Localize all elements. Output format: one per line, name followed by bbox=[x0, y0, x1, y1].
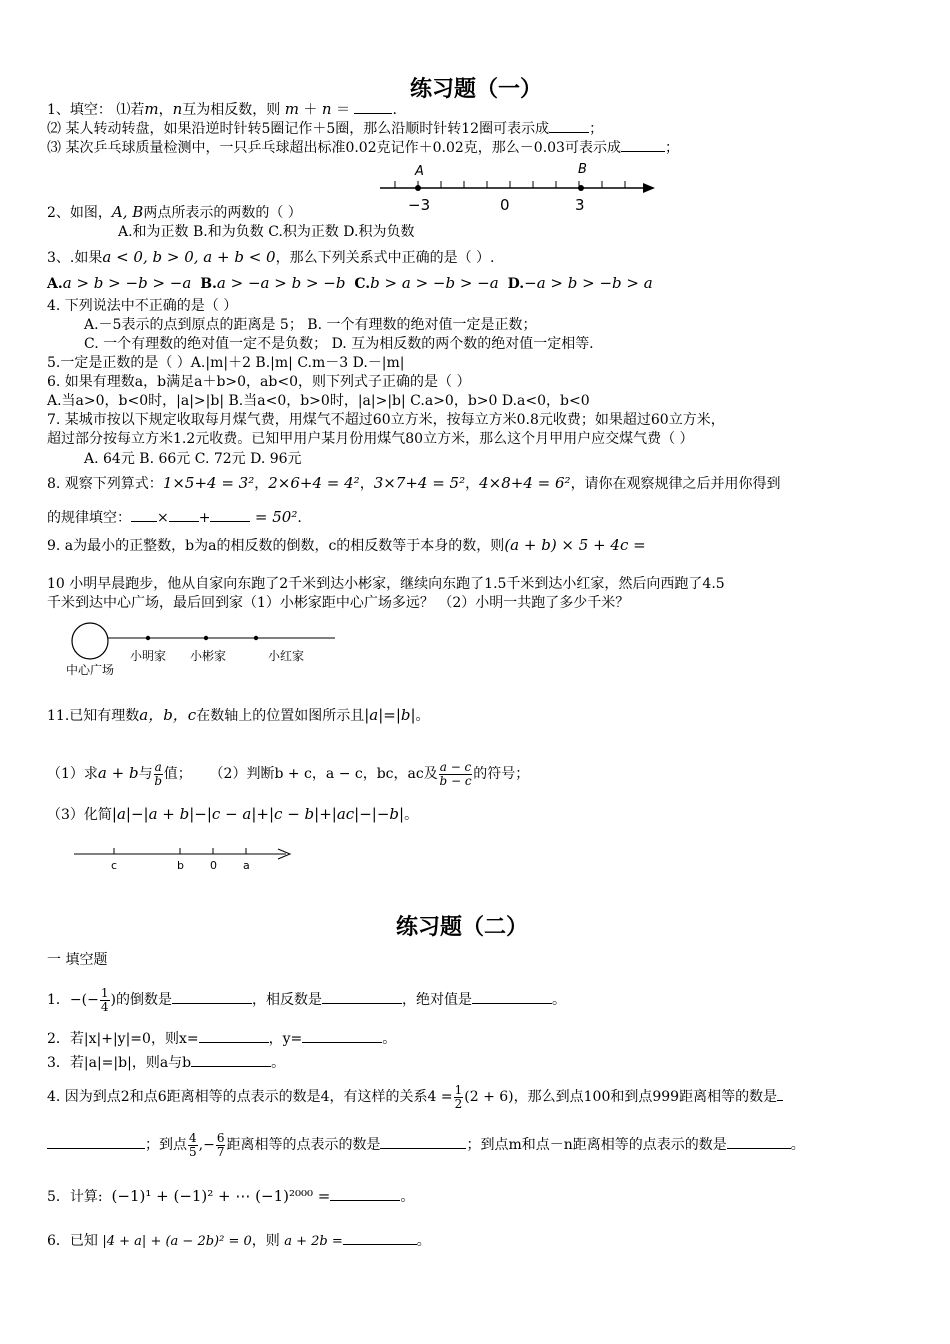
ex2-q1-expr-post: )的倒数是 bbox=[110, 992, 172, 1008]
q8-times: × bbox=[157, 510, 169, 526]
q1-sep: ， bbox=[158, 102, 173, 118]
ex2-q2-blank-y[interactable] bbox=[302, 1028, 382, 1043]
ex2-q4-line2-mid: 距离相等的点表示的数是 bbox=[226, 1137, 381, 1153]
ex2-q1-fraction bbox=[100, 987, 110, 1014]
ex2-q4-blank-1[interactable] bbox=[47, 1134, 145, 1149]
ex2-q4-expr-post: (2 + 6) bbox=[464, 1089, 514, 1105]
q1-answer-blank-1[interactable] bbox=[354, 99, 392, 114]
ex2-q5-expression: (−1)¹ + (−1)² + ⋯ (−1)²⁰⁰⁰ = bbox=[111, 1187, 331, 1205]
q4-options-line1: A.－5表示的点到原点的距离是 5； B. 一个有理数的绝对值一定是正数； bbox=[84, 317, 537, 333]
exercise2-title: 练习题（二） bbox=[396, 914, 529, 940]
ex2-q1-mid2: ，绝对值是 bbox=[401, 992, 472, 1008]
q8-line2-prefix: 的规律填空： bbox=[47, 510, 131, 526]
q8-line2 bbox=[47, 507, 302, 527]
ex2-q2-prefix: 2．若|x|+|y|=0，则x= bbox=[47, 1031, 199, 1047]
ex2-q5-line bbox=[47, 1186, 414, 1206]
var-n: n bbox=[172, 100, 183, 118]
ex2-q4-fraction bbox=[454, 1084, 464, 1111]
ex2-q6-blank[interactable] bbox=[343, 1230, 417, 1245]
q11-p3-label: （3）化简 bbox=[47, 807, 112, 823]
q11-p2-fraction bbox=[439, 761, 473, 788]
q3-opt-a-label: A. bbox=[47, 276, 63, 292]
q6-question: 6. 如果有理数a，b满足a＋b>0，ab<0，则下列式子正确的是（ ） bbox=[47, 374, 471, 390]
ex2-q4-prefix: 4. 因为到点2和点6距离相等的点表示的数是4，有这样的关系 bbox=[47, 1089, 428, 1105]
q4-options-line2: C. 一个有理数的绝对值一定不是负数； D. 互为相反数的两个数的绝对值一定相等. bbox=[84, 336, 594, 352]
q8-comma-3: ， bbox=[465, 476, 480, 492]
ex2-q6-prefix: 6．已知 bbox=[47, 1233, 98, 1249]
section-fill-blanks: 一 填空题 bbox=[47, 952, 108, 968]
ex2-q5-blank[interactable] bbox=[330, 1186, 400, 1201]
ex2-q4-expr-pre: 4 = bbox=[427, 1089, 453, 1105]
q8-blank-1[interactable] bbox=[131, 507, 157, 522]
point-b bbox=[578, 185, 584, 191]
ex2-q4-frac-num: 1 bbox=[454, 1082, 463, 1097]
ex2-q4-fraction-2 bbox=[188, 1132, 198, 1159]
ex2-q1-blank-1[interactable] bbox=[172, 989, 252, 1004]
ex2-q6-condition: |4 + a| + (a − 2b)² = 0 bbox=[102, 1234, 252, 1249]
point-a bbox=[415, 185, 421, 191]
q11-p3-end: 。 bbox=[404, 807, 419, 823]
ex2-q1-blank-3[interactable] bbox=[472, 989, 552, 1004]
q11-parts-1-2 bbox=[47, 758, 529, 789]
q11-p2-end: 的符号； bbox=[473, 766, 530, 782]
tick-label-3: 3 bbox=[575, 196, 585, 214]
q2-text: 两点所表示的两数的（ ） bbox=[143, 205, 302, 221]
q3-options bbox=[47, 274, 653, 293]
ex2-q3-line bbox=[47, 1052, 285, 1072]
ex2-q4-line1 bbox=[47, 1082, 783, 1112]
ex2-q1-frac-num: 1 bbox=[100, 985, 109, 1000]
axis-label-c: c bbox=[111, 859, 118, 872]
ex2-q4-sep: ,− bbox=[198, 1137, 215, 1153]
ex2-q2-mid: ，y= bbox=[268, 1031, 303, 1047]
q11-p1-frac-den: b bbox=[154, 773, 162, 788]
axis-label-0: 0 bbox=[210, 859, 217, 872]
q8-comma-1: ， bbox=[254, 476, 269, 492]
q8-expr-2: 2×6+4 = 4² bbox=[268, 474, 360, 492]
q8-plus: + bbox=[198, 510, 211, 526]
q3-opt-d: −a > b > −b > a bbox=[524, 274, 653, 292]
q7-line2: 超过部分按每立方米1.2元收费。已知甲用户某月份用煤气80立方米，那么这个月甲用户应交煤气费（ ） bbox=[47, 431, 694, 447]
ex2-q2-end: 。 bbox=[382, 1031, 397, 1047]
hong-home-point bbox=[254, 636, 258, 640]
q1-semicolon-2: ； bbox=[589, 121, 604, 137]
q1-plus: ＋ bbox=[303, 102, 318, 118]
ex2-q4-line2-pre: ；到点 bbox=[145, 1137, 187, 1153]
q11-end: 。 bbox=[415, 708, 430, 724]
center-square-circle bbox=[72, 623, 108, 659]
q1-answer-blank-2[interactable] bbox=[549, 118, 589, 133]
q8-expr-3: 3×7+4 = 5² bbox=[373, 474, 466, 492]
ex2-q4-frac2-num: 4 bbox=[189, 1130, 197, 1145]
ex2-q1-blank-2[interactable] bbox=[322, 989, 402, 1004]
ex2-q4-line2-mid2: ；到点m和点－n距离相等的点表示的数是 bbox=[466, 1137, 727, 1153]
ex2-q6-line bbox=[47, 1230, 431, 1251]
q2-options: A.和为正数 B.和为负数 C.积为正数 D.积为负数 bbox=[118, 224, 415, 240]
ex2-q1-line bbox=[47, 985, 566, 1015]
axis-label-a: a bbox=[243, 859, 250, 872]
q9-text: 9. a为最小的正整数，b为a的相反数的倒数，c的相反数等于本身的数，则 bbox=[47, 538, 505, 554]
ex2-q2-blank-x[interactable] bbox=[199, 1028, 269, 1043]
q1-mid: 互为相反数，则 bbox=[182, 102, 281, 118]
label-hong-home: 小红家 bbox=[268, 649, 305, 663]
q4-question: 4. 下列说法中不正确的是（ ） bbox=[47, 298, 238, 314]
q11-p1-fraction bbox=[154, 761, 163, 788]
q11-abc: a，b，c bbox=[139, 706, 197, 724]
ex2-q3-end: 。 bbox=[271, 1055, 286, 1071]
ex2-q5-end: 。 bbox=[400, 1189, 415, 1205]
q3-opt-c: b > a > −b > −a bbox=[370, 274, 499, 292]
ming-home-point bbox=[146, 636, 150, 640]
q10-route-diagram bbox=[60, 622, 350, 684]
q8-prefix: 8. 观察下列算式： bbox=[47, 476, 163, 492]
q11-p1-with: 与 bbox=[138, 766, 153, 782]
ex2-q4-fraction-3 bbox=[216, 1132, 226, 1159]
q11-p1-val: 值； bbox=[163, 766, 192, 782]
q3-opt-d-label: D. bbox=[507, 276, 525, 292]
q1-line2 bbox=[47, 118, 603, 138]
q11-prefix: 11.已知有理数 bbox=[47, 708, 140, 724]
q11-post: 在数轴上的位置如图所示且 bbox=[196, 708, 365, 724]
ex2-q5-prefix: 5．计算: bbox=[47, 1189, 103, 1205]
tick-label-0: 0 bbox=[500, 196, 510, 214]
q11-p1-label: （1）求 bbox=[47, 766, 98, 782]
q3-condition: a < 0, b > 0, a + b < 0 bbox=[102, 248, 276, 266]
q3-opt-a: a > b > −b > −a bbox=[62, 274, 192, 292]
ex2-q1-end: 。 bbox=[551, 992, 566, 1008]
q8-post: ，请你在观察规律之后并用你得到 bbox=[570, 476, 781, 492]
tick-label-neg3: −3 bbox=[408, 196, 431, 214]
ex2-q4-blank-1-start[interactable] bbox=[777, 1086, 783, 1101]
q1-line1: 1、填空： ⑴若m，n互为相反数，则 m ＋ n ＝ . bbox=[47, 100, 397, 118]
q11-p2-frac-num: a − c bbox=[439, 759, 472, 774]
ex2-q4-frac3-den: 7 bbox=[216, 1144, 225, 1159]
axis-label-b: b bbox=[177, 859, 184, 872]
q1-prefix: 1、填空： bbox=[47, 102, 112, 118]
q10-line2: 千米到达中心广场，最后回到家（1）小彬家距中心广场多远？ （2）小明一共跑了多少千米？ bbox=[47, 595, 630, 611]
ex2-q3-prefix: 3．若|a|=|b|，则a与b bbox=[47, 1055, 192, 1071]
q8-blank-2[interactable] bbox=[169, 507, 199, 522]
q3-opt-c-label: C. bbox=[354, 276, 371, 292]
q9-line bbox=[47, 536, 646, 555]
q7-line1: 7. 某城市按以下规定收取每月煤气费，用煤气不超过60立方米，按每立方米0.8元收费；如果超过60立方米， bbox=[47, 412, 725, 428]
q1-part3: ⑶ 某次乒乓球质量检测中，一只乒乓球超出标准0.02克记作＋0.02克，那么－0.03可表示成 bbox=[47, 140, 621, 156]
ex2-q4-blank-2[interactable] bbox=[380, 1134, 466, 1149]
q8-expr-4: 4×8+4 = 6² bbox=[479, 474, 571, 492]
q8-comma-2: ， bbox=[359, 476, 374, 492]
ex2-q4-blank-3[interactable] bbox=[727, 1134, 791, 1149]
q3-line bbox=[47, 248, 494, 267]
q8-expr-1: 1×5+4 = 3² bbox=[162, 474, 255, 492]
var-m2: m bbox=[284, 100, 299, 118]
q1-part1: ⑴若 bbox=[116, 102, 145, 118]
q7-options: A. 64元 B. 66元 C. 72元 D. 96元 bbox=[84, 451, 302, 467]
q1-eq: ＝ bbox=[336, 102, 350, 118]
q8-line1 bbox=[47, 474, 781, 493]
ex2-q6-end: 。 bbox=[416, 1233, 431, 1249]
label-ming-home: 小明家 bbox=[130, 649, 167, 663]
q1-semicolon-3: ； bbox=[664, 140, 679, 156]
q3-post: ，那么下列关系式中正确的是（ ）. bbox=[275, 250, 495, 266]
ex2-q2-line bbox=[47, 1028, 396, 1048]
label-a: A bbox=[415, 164, 424, 179]
ex2-q4-frac2-den: 5 bbox=[189, 1144, 197, 1159]
bin-home-point bbox=[204, 636, 208, 640]
var-n2: n bbox=[321, 100, 332, 118]
exercise1-title: 练习题（一） bbox=[410, 76, 543, 102]
q8-period: . bbox=[297, 510, 302, 526]
q10-line1: 10 小明早晨跑步，他从自家向东跑了2千米到达小彬家，继续向东跑了1.5千米到达小红家，然后向西跑了4.5 bbox=[47, 576, 725, 592]
ex2-q4-frac3-num: 6 bbox=[216, 1130, 225, 1145]
q2-ab: A, B bbox=[111, 203, 144, 221]
ex2-q6-expression: a + 2b = bbox=[284, 1234, 343, 1249]
q2-number-line bbox=[375, 158, 660, 218]
q11-abs-condition: |a|=|b| bbox=[364, 706, 416, 724]
q11-p1-frac-num: a bbox=[154, 759, 162, 774]
q11-p2-label: （2） bbox=[209, 766, 247, 782]
q11-p3-expr: |a|−|a + b|−|c − a|+|c − b|+|ac|−|−b| bbox=[111, 805, 405, 823]
q9-expression: (a + b) × 5 + 4c = bbox=[504, 536, 646, 554]
q2-line bbox=[47, 203, 302, 222]
ex2-q1-prefix: 1． bbox=[47, 992, 70, 1008]
q3-opt-b-label: B. bbox=[200, 276, 217, 292]
q5-line: 5.一定是正数的是（ ）A.|m|＋2 B.|m| C.m－3 D.－|m| bbox=[47, 355, 405, 371]
q8-result: = 50² bbox=[254, 508, 298, 526]
q11-part-3 bbox=[47, 805, 418, 824]
q8-blank-3[interactable] bbox=[210, 507, 250, 522]
ex2-q4-end: 。 bbox=[790, 1137, 805, 1153]
q6-options: A.当a>0，b<0时，|a|>|b| B.当a<0，b>0时，|a|>|b| C.a>0，b>0 D.a<0，b<0 bbox=[47, 393, 590, 409]
q1-line3 bbox=[47, 137, 679, 157]
q2-prefix: 2、如图， bbox=[47, 205, 112, 221]
q11-p2-text: 判断b + c，a − c，bc，ac及 bbox=[246, 766, 438, 782]
q3-prefix: 3、.如果 bbox=[47, 250, 103, 266]
q3-opt-b: a > −a > b > −b bbox=[216, 274, 346, 292]
q1-part2: ⑵ 某人转动转盘，如果沿逆时针转5圈记作＋5圈，那么沿顺时针转12圈可表示成 bbox=[47, 121, 550, 137]
ex2-q1-frac-den: 4 bbox=[100, 999, 109, 1014]
label-center-square: 中心广场 bbox=[66, 663, 115, 677]
ex2-q4-line2 bbox=[47, 1130, 805, 1160]
var-m: m bbox=[144, 100, 159, 118]
ex2-q1-mid1: ，相反数是 bbox=[251, 992, 322, 1008]
label-bin-home: 小彬家 bbox=[190, 649, 227, 663]
q11-p1-expr: a + b bbox=[97, 764, 139, 782]
label-b: B bbox=[578, 162, 587, 177]
ex2-q4-frac-den: 2 bbox=[454, 1096, 463, 1111]
ex2-q4-post: ，那么到点100和到点999距离相等的数是 bbox=[513, 1089, 778, 1105]
q11-number-line bbox=[70, 842, 300, 874]
ex2-q6-mid: ，则 bbox=[251, 1233, 280, 1249]
q11-p2-frac-den: b − c bbox=[439, 773, 472, 788]
ex2-q3-blank[interactable] bbox=[191, 1052, 271, 1067]
q1-answer-blank-3[interactable] bbox=[621, 137, 665, 152]
q11-line bbox=[47, 706, 430, 725]
ex2-q1-expr-pre: −(− bbox=[69, 992, 99, 1008]
